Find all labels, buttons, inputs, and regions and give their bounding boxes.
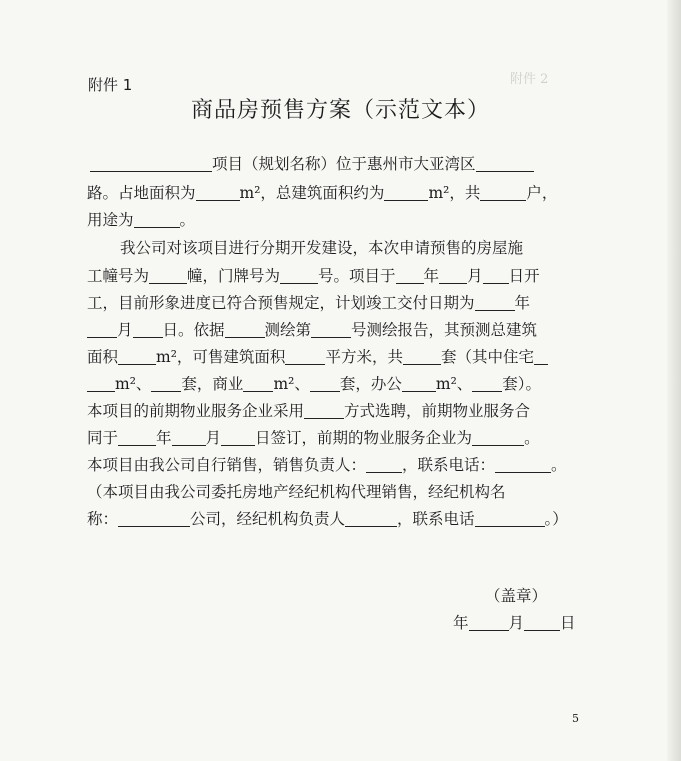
text: 。） bbox=[544, 510, 568, 528]
text: ，联系电话： bbox=[402, 456, 496, 474]
para2-line11 bbox=[87, 507, 568, 529]
text: 套）。 bbox=[502, 375, 542, 393]
text: 项目（规划名称）位于惠州市大亚湾区 bbox=[212, 155, 476, 173]
text: 日签订，前期的物业服务企业为 bbox=[255, 429, 473, 447]
text: 。 bbox=[551, 456, 567, 474]
date-month-label: 月 bbox=[508, 614, 525, 632]
text: m²、 bbox=[273, 375, 310, 393]
blank-total-area bbox=[118, 349, 156, 366]
show-through-attachment-2: 附件 2 bbox=[510, 72, 549, 87]
text: 套，商业 bbox=[181, 375, 244, 393]
blank-units bbox=[403, 349, 441, 366]
para2-line6 bbox=[87, 372, 541, 394]
blank-sales-phone bbox=[495, 457, 551, 474]
para1-line2 bbox=[87, 181, 557, 203]
blank-agency-name bbox=[118, 511, 190, 528]
blank-commercial-area bbox=[243, 376, 273, 393]
text: 本项目的前期物业服务企业采用 bbox=[87, 402, 305, 420]
text: 日。依据 bbox=[162, 321, 225, 339]
blank-households bbox=[480, 185, 526, 202]
blank-land-area bbox=[196, 185, 240, 202]
blank-survey-no bbox=[311, 322, 351, 339]
text: m²，总建筑面积约为 bbox=[239, 184, 385, 202]
text: 套（其中住宅 bbox=[440, 348, 534, 366]
signature-date bbox=[453, 611, 576, 633]
blank-sign-month bbox=[469, 615, 509, 632]
text: 户， bbox=[526, 184, 558, 202]
para2-line7 bbox=[87, 399, 530, 421]
blank-contract-year bbox=[118, 430, 156, 447]
blank-residential-lead bbox=[534, 349, 548, 366]
blank-delivery-year bbox=[475, 295, 515, 312]
blank-selection-method bbox=[304, 403, 344, 420]
blank-saleable-area bbox=[285, 349, 325, 366]
text: m²、 bbox=[435, 375, 473, 393]
blank-start-year bbox=[396, 268, 424, 285]
text: 方式选聘，前期物业服务合 bbox=[344, 402, 531, 420]
blank-contract-month bbox=[172, 430, 206, 447]
blank-start-month bbox=[439, 268, 467, 285]
text: 年 bbox=[423, 267, 440, 285]
blank-commercial-units bbox=[310, 376, 340, 393]
para2-line8 bbox=[87, 426, 540, 448]
para2-line5 bbox=[87, 345, 548, 367]
blank-sales-manager bbox=[366, 457, 402, 474]
text: 工幢号为 bbox=[87, 267, 150, 285]
blank-office-area bbox=[402, 376, 436, 393]
blank-agency-manager bbox=[345, 511, 397, 528]
text: 。 bbox=[179, 211, 196, 229]
para2-line1: 我公司对该项目进行分期开发建设，本次申请预售的房屋施 bbox=[120, 239, 524, 257]
blank-agency-phone bbox=[475, 511, 545, 528]
text: 工，目前形象进度已符合预售规定，计划竣工交付日期为 bbox=[87, 294, 475, 312]
text: 平方米，共 bbox=[325, 348, 403, 366]
blank-survey-org bbox=[225, 322, 265, 339]
blank-building-no bbox=[149, 268, 187, 285]
text: 月 bbox=[205, 429, 222, 447]
document-title: 商品房预售方案（示范文本） bbox=[190, 98, 490, 123]
text: 公司，经纪机构负责人 bbox=[190, 510, 346, 528]
blank-door-no bbox=[280, 268, 318, 285]
blank-sign-day bbox=[524, 615, 560, 632]
text: 同于 bbox=[87, 429, 119, 447]
text: ，联系电话 bbox=[397, 510, 475, 528]
para2-line3 bbox=[87, 291, 530, 313]
blank-building-area bbox=[384, 185, 428, 202]
para2-line4 bbox=[87, 318, 537, 340]
text: 称： bbox=[87, 510, 119, 528]
text: 测绘第 bbox=[264, 321, 312, 339]
text: m²，共 bbox=[428, 184, 481, 202]
text: 号。项目于 bbox=[318, 267, 396, 285]
text: 套，办公 bbox=[339, 375, 402, 393]
para2-line2 bbox=[87, 264, 540, 286]
text: 日开 bbox=[508, 267, 540, 285]
text: m²、 bbox=[115, 375, 152, 393]
blank-residential-units bbox=[151, 376, 181, 393]
text: 。 bbox=[524, 429, 540, 447]
blank-delivery-month bbox=[87, 322, 117, 339]
text: 幢，门牌号为 bbox=[187, 267, 281, 285]
text: 本项目由我公司自行销售，销售负责人： bbox=[87, 456, 367, 474]
text: 面积 bbox=[87, 348, 119, 366]
para1-line1 bbox=[90, 152, 534, 174]
text: m²，可售建筑面积 bbox=[156, 348, 286, 366]
para2-line9 bbox=[87, 453, 567, 475]
text: 号测绘报告，其预测总建筑 bbox=[351, 321, 538, 339]
blank-contract-day bbox=[221, 430, 255, 447]
page-number: 5 bbox=[572, 712, 579, 725]
attachment-label: 附件 1 bbox=[88, 76, 133, 94]
blank-property-company bbox=[472, 430, 524, 447]
text: 路。占地面积为 bbox=[87, 184, 196, 202]
blank-residential-area bbox=[87, 376, 115, 393]
date-year-label: 年 bbox=[453, 614, 469, 632]
text: 年 bbox=[156, 429, 172, 447]
para1-line3 bbox=[87, 208, 195, 230]
blank-delivery-day bbox=[133, 322, 163, 339]
text: 月 bbox=[467, 267, 483, 285]
text: 年 bbox=[514, 294, 531, 312]
blank-usage bbox=[134, 212, 180, 229]
seal-label: （盖章） bbox=[485, 587, 548, 605]
para2-line10: （本项目由我公司委托房地产经纪机构代理销售，经纪机构名 bbox=[87, 483, 506, 501]
blank-office-units bbox=[472, 376, 502, 393]
date-day-label: 日 bbox=[560, 614, 576, 632]
text: 月 bbox=[117, 321, 133, 339]
text: 用途为 bbox=[87, 211, 134, 229]
blank-start-day bbox=[483, 268, 509, 285]
blank-project-name bbox=[90, 156, 212, 173]
blank-road-name bbox=[476, 156, 534, 173]
